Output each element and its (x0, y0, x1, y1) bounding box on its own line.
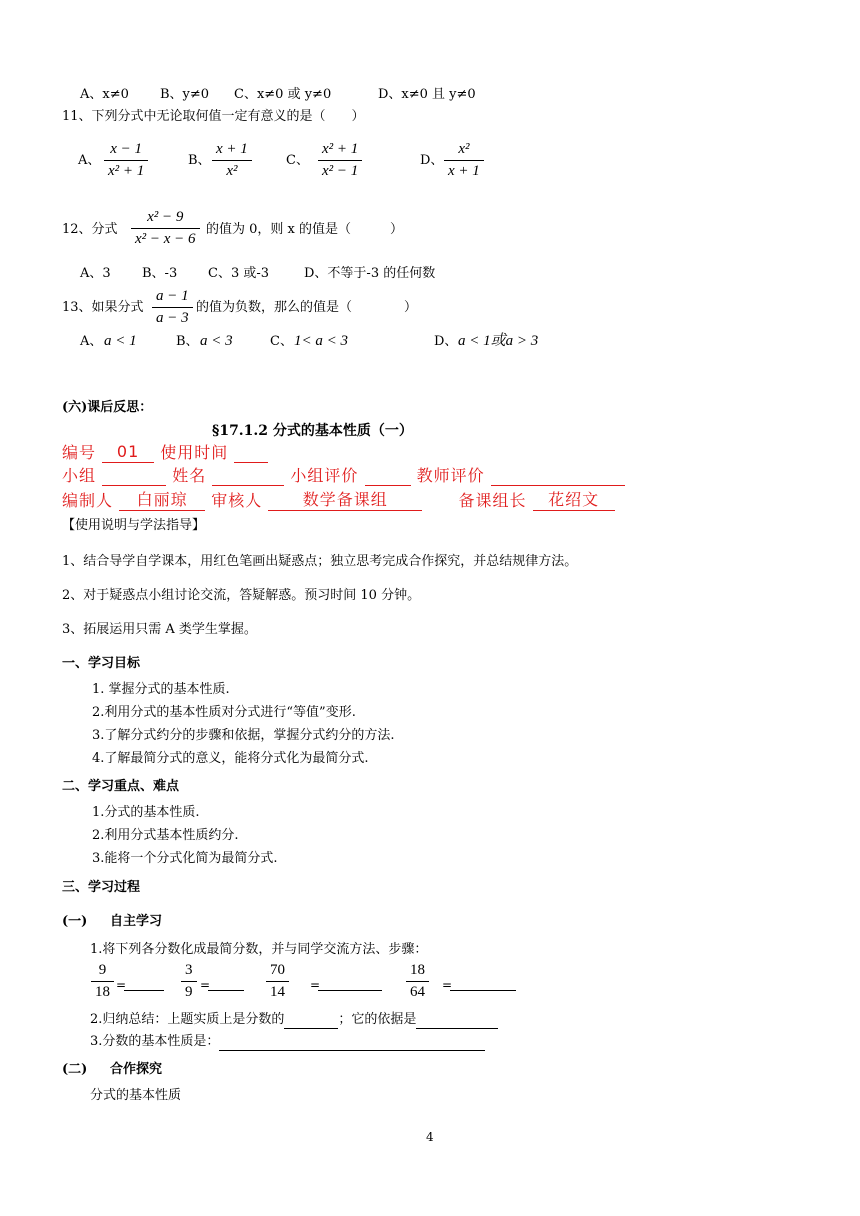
task-2-blank-2[interactable] (416, 1014, 498, 1029)
group-field[interactable] (102, 467, 166, 486)
q12-option-a: A、3 (80, 266, 111, 281)
header-row-3 (62, 490, 615, 511)
instruction-item: 2、对于疑惑点小组讨论交流，答疑解惑。预习时间 10 分钟。 (62, 588, 421, 603)
fraction-denominator: 14 (270, 984, 285, 1000)
instructions-title: 【使用说明与学法指导】 (62, 518, 206, 533)
lesson-number-value: 01 (102, 442, 154, 463)
fraction-denominator: 64 (410, 984, 425, 1000)
fraction-9-18 (91, 962, 114, 1001)
task-2-blank-1[interactable] (284, 1014, 338, 1029)
name-label: 姓名 (172, 466, 207, 485)
fraction-numerator: x² (444, 141, 484, 161)
fraction-numerator: x² + 1 (318, 141, 362, 161)
instruction-item: 1、结合导学自学课本，用红色笔画出疑惑点；独立思考完成合作探究，并总结规律方法。 (62, 554, 578, 569)
q11-option-d-label: D、 (420, 153, 444, 168)
section-title: §17.1.2 分式的基本性质（一） (212, 423, 413, 439)
self-study-title: 自主学习 (110, 914, 163, 929)
keypoints-heading: 二、学习重点、难点 (62, 779, 180, 794)
goal-item: 2.利用分式的基本性质对分式进行“等值”变形. (92, 705, 356, 720)
fraction-18-64 (406, 962, 429, 1001)
page-number: 4 (426, 1130, 434, 1144)
coop-title: 合作探究 (110, 1062, 163, 1077)
header-row-1 (62, 442, 268, 463)
fraction-numerator: x − 1 (104, 141, 148, 161)
fraction-denominator: 9 (185, 984, 193, 1000)
teacher-eval-label: 教师评价 (416, 466, 485, 485)
task-2-text-a: 2.归纳总结：上题实质上是分数的 (90, 1012, 285, 1027)
fraction-denominator: 18 (95, 984, 110, 1000)
task-3-blank[interactable] (219, 1036, 485, 1051)
q13-fraction (152, 288, 193, 327)
reflection-heading: (六)课后反思： (62, 400, 153, 415)
q12-fraction (131, 209, 200, 248)
lesson-number-label: 编号 (62, 443, 97, 462)
answer-blank[interactable] (208, 976, 244, 991)
q11-option-c-label: C、 (286, 153, 309, 168)
group-label: 小组 (62, 466, 97, 485)
q12-lead: 12、分式 (62, 222, 118, 237)
answer-blank[interactable] (124, 976, 164, 991)
q11-option-c-fraction (318, 141, 362, 180)
keypoint-item: 1.分式的基本性质. (92, 805, 200, 820)
reviewer-value: 数学备课组 (268, 490, 422, 511)
answer-blank[interactable] (450, 976, 516, 991)
equals-sign: = (442, 978, 453, 992)
goal-item: 3.了解分式约分的步骤和依据，掌握分式约分的方法. (92, 728, 395, 743)
q13-lead: 13、如果分式 (62, 300, 144, 315)
fraction-denominator: a − 3 (156, 310, 189, 326)
q11-option-b-fraction (212, 141, 252, 180)
q10-option-b: B、y≠0 (160, 87, 210, 102)
keypoint-item: 3.能将一个分式化简为最简分式. (92, 851, 278, 866)
task-2 (90, 1011, 498, 1029)
teacher-eval-field[interactable] (491, 467, 625, 486)
group-eval-field[interactable] (365, 467, 411, 486)
fraction-numerator: x² − 9 (131, 209, 200, 229)
process-heading: 三、学习过程 (62, 880, 141, 895)
task-1: 1.将下列各分数化成最简分数，并与同学交流方法、步骤： (90, 942, 428, 957)
editor-label: 编制人 (62, 491, 114, 510)
goals-heading: 一、学习目标 (62, 656, 141, 671)
q10-option-c: C、x≠0 或 y≠0 (234, 87, 332, 102)
task-3-text: 3.分数的基本性质是： (90, 1034, 220, 1049)
q13-option-c-expr: 1< a < 3 (294, 333, 348, 349)
fraction-numerator: 9 (91, 962, 114, 982)
keypoint-item: 2.利用分式基本性质约分. (92, 828, 239, 843)
self-study-label: (一) (62, 914, 88, 929)
q13-option-b-expr: a < 3 (200, 333, 233, 349)
fraction-3-9 (181, 962, 197, 1001)
q13-option-b-label: B、 (176, 334, 199, 349)
fraction-numerator: 18 (406, 962, 429, 982)
coop-text: 分式的基本性质 (90, 1088, 182, 1103)
q13-option-a-expr: a < 1 (104, 333, 137, 349)
fraction-denominator: x² − 1 (322, 163, 359, 179)
q11-option-b-label: B、 (188, 153, 211, 168)
header-row-2 (62, 466, 625, 486)
fraction-denominator: x² (226, 163, 238, 179)
fraction-70-14 (266, 962, 289, 1001)
fraction-denominator: x² − x − 6 (135, 231, 196, 247)
fraction-numerator: x + 1 (212, 141, 252, 161)
leader-value: 花绍文 (533, 490, 615, 511)
equals-sign: = (310, 978, 321, 992)
goal-item: 1. 掌握分式的基本性质. (92, 682, 230, 697)
q12-option-c: C、3 或-3 (208, 266, 270, 281)
goal-item: 4.了解最简分式的意义，能将分式化为最简分式. (92, 751, 369, 766)
q10-option-d: D、x≠0 且 y≠0 (378, 87, 476, 102)
q11-option-d-fraction (444, 141, 484, 180)
task-2-text-b: ；它的依据是 (338, 1012, 417, 1027)
q12-option-d: D、不等于-3 的任何数 (304, 266, 436, 281)
q13-option-a-label: A、 (80, 334, 103, 349)
q12-option-b: B、-3 (142, 266, 178, 281)
use-time-field[interactable] (234, 444, 268, 463)
fraction-numerator: 70 (266, 962, 289, 982)
q12-tail: 的值为 0，则 x 的值是（ ） (206, 222, 403, 237)
q11-option-a-label: A、 (78, 153, 101, 168)
fraction-numerator: a − 1 (152, 288, 193, 308)
answer-blank[interactable] (318, 976, 382, 991)
use-time-label: 使用时间 (160, 443, 229, 462)
q13-option-d-label: D、 (434, 334, 458, 349)
q11-option-a-fraction (104, 141, 148, 180)
instruction-item: 3、拓展运用只需 A 类学生掌握。 (62, 622, 257, 637)
q10-option-a: A、x≠0 (80, 87, 129, 102)
leader-label: 备课组长 (458, 491, 527, 510)
group-eval-label: 小组评价 (290, 466, 359, 485)
coop-label: (二) (62, 1062, 88, 1077)
equals-sign: = (200, 978, 211, 992)
name-field[interactable] (212, 467, 284, 486)
q13-option-c-label: C、 (270, 334, 293, 349)
equals-sign: = (116, 978, 127, 992)
fraction-denominator: x + 1 (448, 163, 480, 179)
fraction-numerator: 3 (181, 962, 197, 982)
task-3 (90, 1033, 485, 1051)
q13-tail: 的值为负数，那么的值是（ ） (196, 300, 418, 315)
reviewer-label: 审核人 (211, 491, 263, 510)
editor-value: 白丽琼 (119, 490, 205, 511)
q13-option-d-expr: a < 1或a > 3 (458, 333, 539, 349)
q11-stem: 11、下列分式中无论取何值一定有意义的是（ ） (62, 109, 365, 124)
fraction-denominator: x² + 1 (108, 163, 145, 179)
